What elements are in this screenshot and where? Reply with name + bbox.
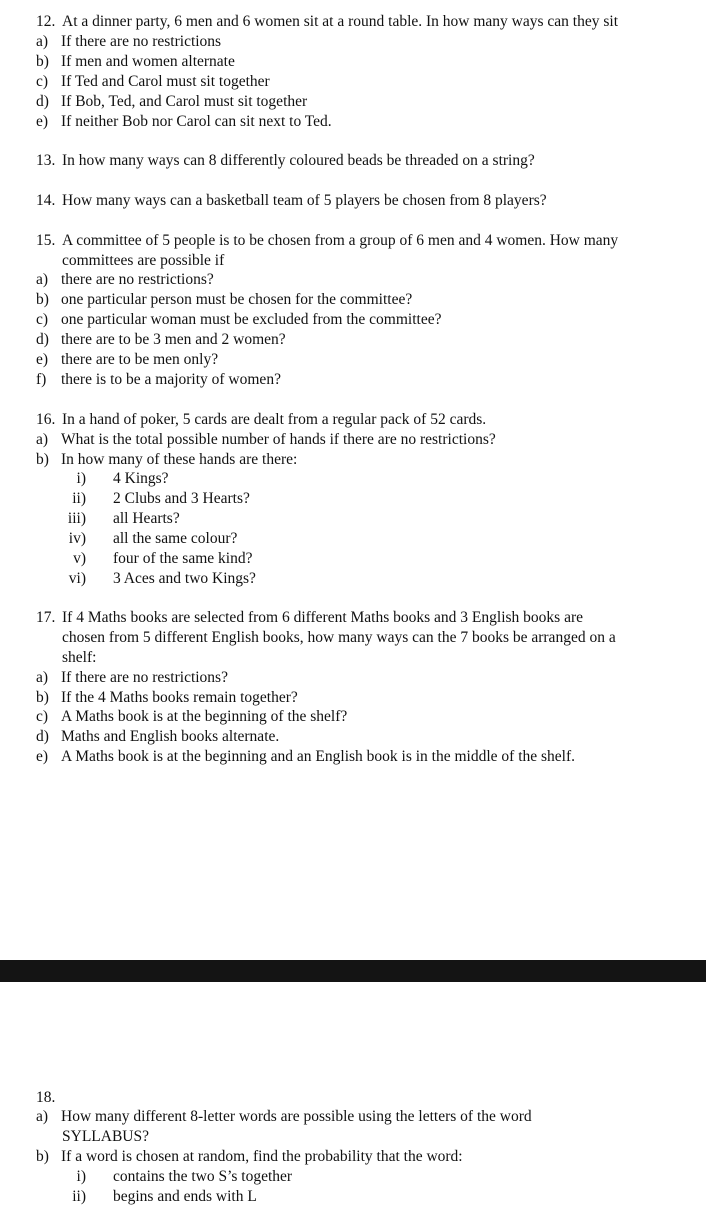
q15-part-a: a) there are no restrictions? <box>36 271 214 288</box>
q18-part-a-cont: SYLLABUS? <box>62 1128 149 1145</box>
q17-part-e: e) A Maths book is at the beginning and an English book is in the middle of the shelf. <box>36 748 576 765</box>
q16-sub-iii: iii) all Hearts? <box>67 510 180 527</box>
question-16-stem: 16. In a hand of poker, 5 cards are dealt from a regular pack of 52 cards. <box>36 411 487 428</box>
q15-part-d: d) there are to be 3 men and 2 women? <box>36 331 286 348</box>
q16-sub-vi: vi) 3 Aces and two Kings? <box>68 570 256 587</box>
q18-sub-ii: ii) begins and ends with L <box>72 1188 257 1205</box>
question-17-stem-cont-1: chosen from 5 different English books, how many ways can the 7 books be arranged on a <box>62 629 616 646</box>
q12-part-a: a) If there are no restrictions <box>36 33 222 50</box>
q17-part-b: b) If the 4 Maths books remain together? <box>36 689 298 706</box>
question-15-stem-cont: committees are possible if <box>62 252 225 269</box>
q18-sub-i: i) contains the two S’s together <box>76 1168 293 1185</box>
q16-sub-ii: ii) 2 Clubs and 3 Hearts? <box>72 490 250 507</box>
question-17-stem: 17. If 4 Maths books are selected from 6 different Maths books and 3 English books are <box>36 609 583 626</box>
q15-part-e: e) there are to be men only? <box>36 351 219 368</box>
question-15-stem: 15. A committee of 5 people is to be chosen from a group of 6 men and 4 women. How many <box>36 232 619 249</box>
question-text: At a dinner party, 6 men and 6 women sit at a round table. In how many ways can they sit <box>62 13 618 30</box>
q12-part-b: b) If men and women alternate <box>36 53 235 70</box>
q17-part-a: a) If there are no restrictions? <box>36 669 228 686</box>
q12-part-c: c) If Ted and Carol must sit together <box>36 73 270 90</box>
question-17-stem-cont-2: shelf: <box>62 649 97 666</box>
page-break-bar <box>0 960 706 982</box>
q15-part-c: c) one particular woman must be excluded from the committee? <box>36 311 442 328</box>
q16-part-a: a) What is the total possible number of hands if there are no restrictions? <box>36 431 496 448</box>
q17-part-d: d) Maths and English books alternate. <box>36 728 280 745</box>
q16-sub-v: v) four of the same kind? <box>73 550 253 567</box>
q16-part-b: b) In how many of these hands are there: <box>36 451 298 468</box>
q12-part-d: d) If Bob, Ted, and Carol must sit together <box>36 93 308 110</box>
q12-part-e: e) If neither Bob nor Carol can sit next to Ted. <box>36 113 332 130</box>
question-13-stem: 13. In how many ways can 8 differently coloured beads be threaded on a string? <box>36 152 535 169</box>
q16-sub-iv: iv) all the same colour? <box>68 530 238 547</box>
question-18-number: 18. <box>36 1089 56 1106</box>
q18-part-a: a) How many different 8-letter words are possible using the letters of the word <box>36 1108 532 1125</box>
q15-part-b: b) one particular person must be chosen for the committee? <box>36 291 413 308</box>
question-14-stem: 14. How many ways can a basketball team of 5 players be chosen from 8 players? <box>36 192 547 209</box>
q18-part-b: b) If a word is chosen at random, find the probability that the word: <box>36 1148 463 1165</box>
question-12-stem <box>36 12 618 32</box>
q17-part-c: c) A Maths book is at the beginning of the shelf? <box>36 708 348 725</box>
question-number: 12. <box>36 13 56 30</box>
q15-part-f: f) there is to be a majority of women? <box>36 371 281 388</box>
q16-sub-i: i) 4 Kings? <box>76 470 169 487</box>
